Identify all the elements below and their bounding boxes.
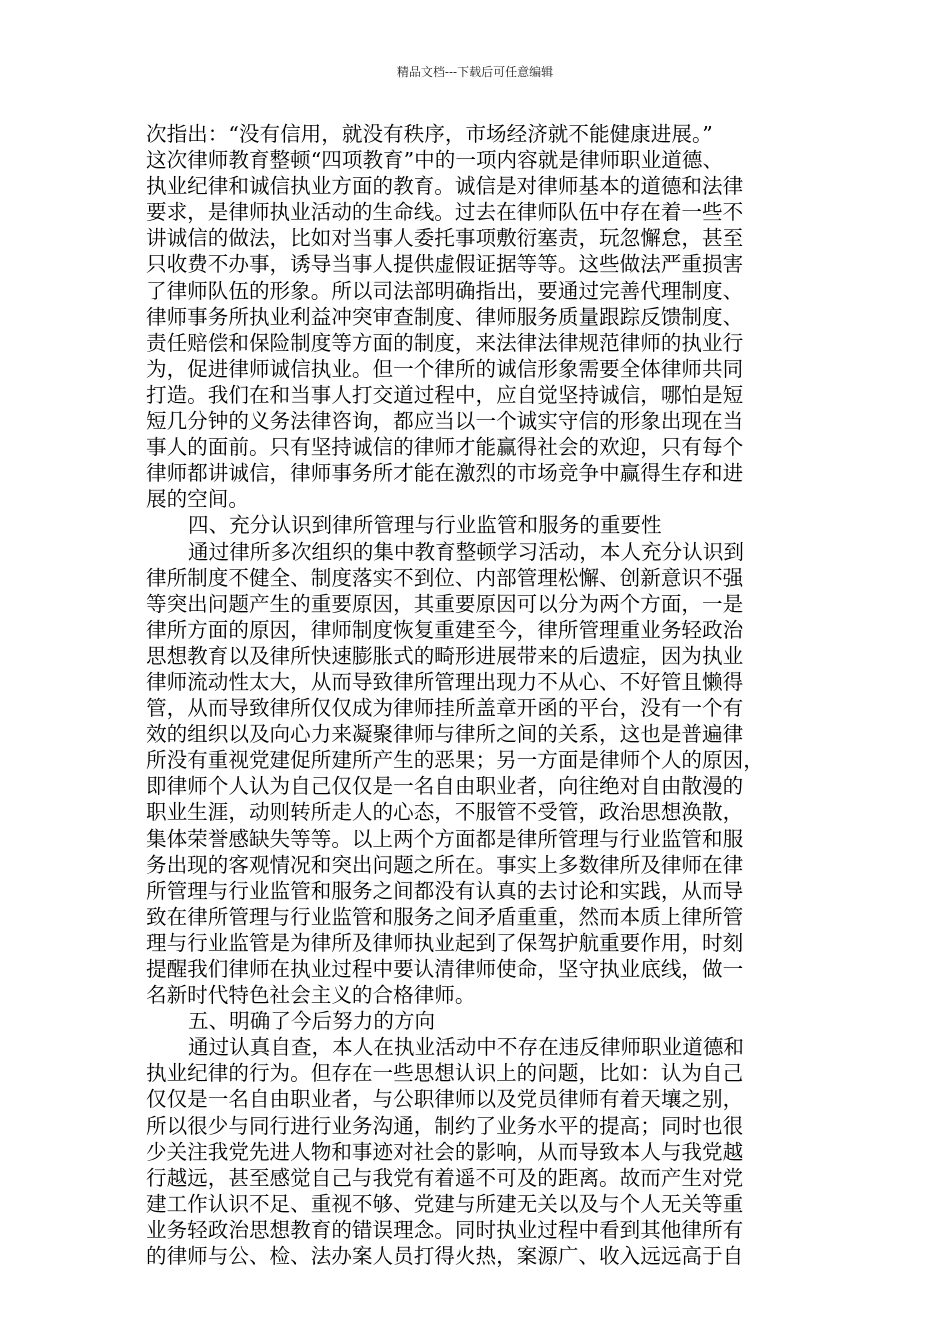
text-line: 所管理与行业监管和服务之间都没有认真的去讨论和实践，从而导 (146, 878, 744, 903)
text-line: 业务轻政治思想教育的错误理念。同时执业过程中看到其他律所有 (146, 1217, 744, 1242)
text-line: 所没有重视党建促所建所产生的恶果；另一方面是律师个人的原因， (146, 748, 764, 773)
text-line: 了律师队伍的形象。所以司法部明确指出，要通过完善代理制度、 (146, 278, 744, 303)
text-line: 短几分钟的义务法律咨询，都应当以一个诚实守信的形象出现在当 (146, 409, 744, 434)
text-line: 职业生涯，动则转所走人的心态，不服管不受管，政治思想涣散， (146, 800, 744, 825)
text-line: 为，促进律师诚信执业。但一个律所的诚信形象需要全体律师共同 (146, 356, 744, 381)
document-body (146, 121, 806, 1269)
text-line: 讲诚信的做法，比如对当事人委托事项敷衍塞责，玩忽懈怠，甚至 (146, 226, 744, 251)
text-line: 建工作认识不足、重视不够、党建与所建无关以及与个人无关等重 (146, 1191, 744, 1216)
text-line: 仅仅是一名自由职业者，与公职律师以及党员律师有着天壤之别， (146, 1087, 744, 1112)
text-line: 律师事务所执业利益冲突审查制度、律师服务质量跟踪反馈制度、 (146, 304, 744, 329)
text-line: 理与行业监管是为律所及律师执业起到了保驾护航重要作用，时刻 (146, 930, 744, 955)
text-line: 要求，是律师执业活动的生命线。过去在律师队伍中存在着一些不 (146, 200, 744, 225)
text-line: 少关注我党先进人物和事迹对社会的影响，从而导致本人与我党越 (146, 1139, 744, 1164)
text-line: 务出现的客观情况和突出问题之所在。事实上多数律所及律师在律 (146, 852, 744, 877)
text-line: 事人的面前。只有坚持诚信的律师才能赢得社会的欢迎，只有每个 (146, 435, 744, 460)
text-line: 执业纪律和诚信执业方面的教育。诚信是对律师基本的道德和法律 (146, 174, 744, 199)
text-line: 的律师与公、检、法办案人员打得火热，案源广、收入远远高于自 (146, 1244, 744, 1269)
text-line: 管，从而导致律所仅仅成为律师挂所盖章开函的平台，没有一个有 (146, 696, 744, 721)
text-line: 所以很少与同行进行业务沟通，制约了业务水平的提高；同时也很 (146, 1113, 744, 1138)
text-line: 名新时代特色社会主义的合格律师。 (146, 983, 476, 1008)
text-line: 即律师个人认为自己仅仅是一名自由职业者，向往绝对自由散漫的 (146, 774, 744, 799)
text-line: 律所制度不健全、制度落实不到位、内部管理松懈、创新意识不强 (146, 565, 744, 590)
paragraph-start-line: 通过认真自查，本人在执业活动中不存在违反律师职业道德和 (188, 1035, 745, 1060)
text-line: 打造。我们在和当事人打交道过程中，应自觉坚持诚信，哪怕是短 (146, 382, 744, 407)
page-header: 精品文档---下载后可任意编辑 (396, 65, 554, 79)
text-line: 效的组织以及向心力来凝聚律师与律所之间的关系，这也是普遍律 (146, 722, 744, 747)
text-line: 集体荣誉感缺失等等。以上两个方面都是律所管理与行业监管和服 (146, 826, 744, 851)
text-line: 致在律所管理与行业监管和服务之间矛盾重重，然而本质上律所管 (146, 904, 744, 929)
text-line: 责任赔偿和保险制度等方面的制度，来法律法律规范律师的执业行 (146, 330, 744, 355)
text-line: 展的空间。 (146, 487, 249, 512)
paragraph-start-line: 通过律所多次组织的集中教育整顿学习活动，本人充分认识到 (188, 539, 745, 564)
text-line: 思想教育以及律所快速膨胀式的畸形进展带来的后遗症，因为执业 (146, 643, 744, 668)
paragraph-start-line: 五、明确了今后努力的方向 (188, 1009, 436, 1034)
text-line: 执业纪律的行为。但存在一些思想认识上的问题，比如：认为自己 (146, 1061, 744, 1086)
paragraph-start-line: 四、充分认识到律所管理与行业监管和服务的重要性 (188, 513, 662, 538)
text-line: 律师流动性太大，从而导致律所管理出现力不从心、不好管且懒得 (146, 669, 744, 694)
text-line: 只收费不办事，诱导当事人提供虚假证据等等。这些做法严重损害 (146, 252, 744, 277)
text-line: 次指出：“没有信用，就没有秩序，市场经济就不能健康进展。” (146, 122, 713, 146)
text-line: 行越远，甚至感觉自己与我党有着遥不可及的距离。故而产生对党 (146, 1165, 744, 1190)
text-line: 律所方面的原因，律师制度恢复重建至今，律所管理重业务轻政治 (146, 617, 744, 642)
text-line: 这次律师教育整顿“四项教育”中的一项内容就是律师职业道德、 (146, 148, 724, 173)
text-line: 律师都讲诚信，律师事务所才能在激烈的市场竞争中赢得生存和进 (146, 461, 744, 486)
text-line: 提醒我们律师在执业过程中要认清律师使命，坚守执业底线，做一 (146, 957, 744, 981)
text-line: 等突出问题产生的重要原因，其重要原因可以分为两个方面，一是 (146, 591, 744, 616)
